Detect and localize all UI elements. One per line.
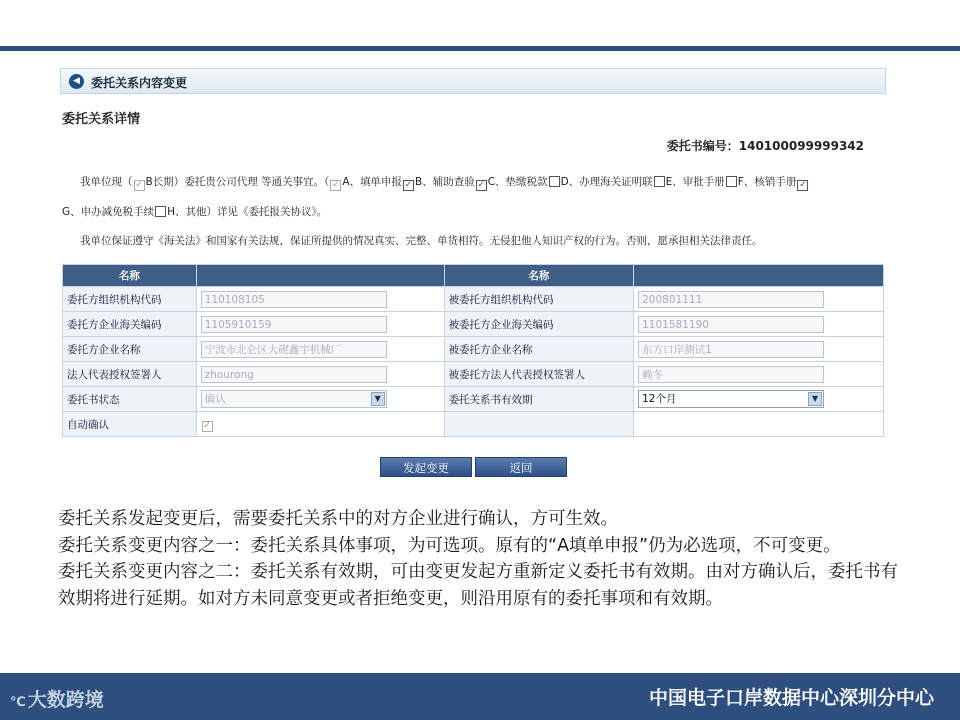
relation-table [62,264,884,437]
row-label: 委托方组织机构代码 [63,287,197,312]
checkbox-b[interactable]: ✓ [404,180,413,190]
panel-title: 委托关系内容变更 [91,76,188,90]
checkbox-e[interactable] [654,176,665,187]
row-label: 被委托方企业名称 [444,337,634,362]
explanation-notes [58,506,898,612]
chevron-down-icon: ▼ [371,392,385,406]
row-label: 被委托方法人代表授权签署人 [444,362,634,387]
items-line-2 [62,204,327,219]
row-label [444,412,634,437]
agent-customs-code-input[interactable]: 1101581190 [638,316,824,333]
label-f: F、核销手册 [737,176,797,188]
table-row [63,412,884,437]
col-header-right: 名称 [444,265,634,287]
panel-header [60,68,886,94]
company-name-input[interactable]: 宁波市北仑区大碶鑫宇机械厂 [201,341,387,358]
table-row [63,287,884,312]
customs-code-input[interactable]: 1105910159 [201,316,387,333]
signatory-input[interactable]: zhourong [201,366,387,383]
status-select-value: 确认 [204,393,226,405]
agent-company-name-input[interactable]: 东方口岸测试1 [638,341,824,358]
label-c: C、垫缴税款 [487,176,548,188]
table-row [63,337,884,362]
arrow-circle-icon: ◀ [69,74,84,89]
brand-logo-mark: ℃ [10,695,26,710]
row-label: 委托书状态 [63,387,197,412]
row-label: 自动确认 [63,412,197,437]
label-e: E、审批手册 [665,176,725,188]
col-header-right-value [634,265,884,287]
chevron-down-icon: ▼ [808,392,822,406]
org-code-input[interactable]: 110108105 [201,291,387,308]
checkbox-d[interactable] [549,176,560,187]
agent-signatory-input[interactable]: 赖冬 [638,366,824,383]
items-tail: ）详见《委托报关协议》。 [206,206,328,218]
contract-number [667,137,864,154]
col-header-left-value [196,265,444,287]
label-b-long-term: B长期 [145,176,174,188]
checkbox-c[interactable]: ✓ [477,180,485,190]
label-h: H、其他 [167,206,207,218]
checkbox-h[interactable] [155,206,166,217]
checkbox-g[interactable]: ✓ [799,180,807,190]
label-d: D、办理海关证明联 [560,176,653,188]
col-header-left: 名称 [63,265,197,287]
organization-name: 中国电子口岸数据中心深圳分中心 [648,687,934,709]
row-label: 被委托方企业海关编码 [444,312,634,337]
label-b: B、辅助查验 [415,176,475,188]
brand-logo [10,685,104,712]
note-line: 委托关系发起变更后，需要委托关系中的对方企业进行确认，方可生效。 [58,509,618,529]
screenshot-panel [60,66,886,486]
submit-change-button[interactable]: 发起变更 [380,457,472,477]
items-middle: ）委托贵公司代理 等通关事宜。（ [173,176,330,188]
footer-bar [0,673,960,720]
top-rule [0,46,960,51]
auto-confirm-checkbox[interactable]: ✓ [203,420,211,431]
note-line: 委托关系变更内容之一：委托关系具体事项，为可选项。原有的“A填单申报”仍为必选项，不可变更。 [58,535,841,556]
contract-number-label: 委托书编号： [666,139,739,153]
table-header-row [63,265,884,287]
section-title: 委托关系详情 [62,112,141,127]
row-label: 被委托方组织机构代码 [444,287,634,312]
row-label: 法人代表授权签署人 [63,362,197,387]
contract-number-value: 140100099999342 [738,139,864,153]
table-row [63,362,884,387]
note-line: 委托关系变更内容之二：委托关系有效期，可由变更发起方重新定义委托书有效期。由对方确认后，委托书有效期将进行延期。如对方未同意变更或者拒绝变更，则沿用原有的委托事项和有效期。 [58,562,898,609]
checkbox-a[interactable]: ✓ [332,180,340,190]
checkbox-f[interactable] [726,176,737,187]
items-prefix: 我单位现（ [80,176,133,188]
label-a: A、填单申报 [342,176,402,188]
agent-org-code-input[interactable]: 200801111 [638,291,824,308]
table-row [63,387,884,412]
row-label: 委托方企业名称 [63,337,197,362]
row-label: 委托方企业海关编码 [63,312,197,337]
table-row [63,312,884,337]
guarantee-text: 我单位保证遵守《海关法》和国家有关法规，保证所提供的情况真实、完整、单货相符。无侵犯他人知识产权的行为。否则，愿承担相关法律责任。 [80,235,763,247]
back-button[interactable]: 返回 [475,457,567,477]
validity-select[interactable] [638,390,824,408]
row-value [634,412,884,437]
checkbox-b-long-term[interactable]: ✓ [135,180,143,190]
status-select[interactable] [201,390,387,408]
validity-select-value: 12个月 [642,393,677,405]
items-line-1 [80,174,809,191]
label-g: G、申办减免税手续 [62,206,155,218]
row-label: 委托关系书有效期 [444,387,634,412]
brand-logo-text: 大数跨境 [27,689,104,711]
